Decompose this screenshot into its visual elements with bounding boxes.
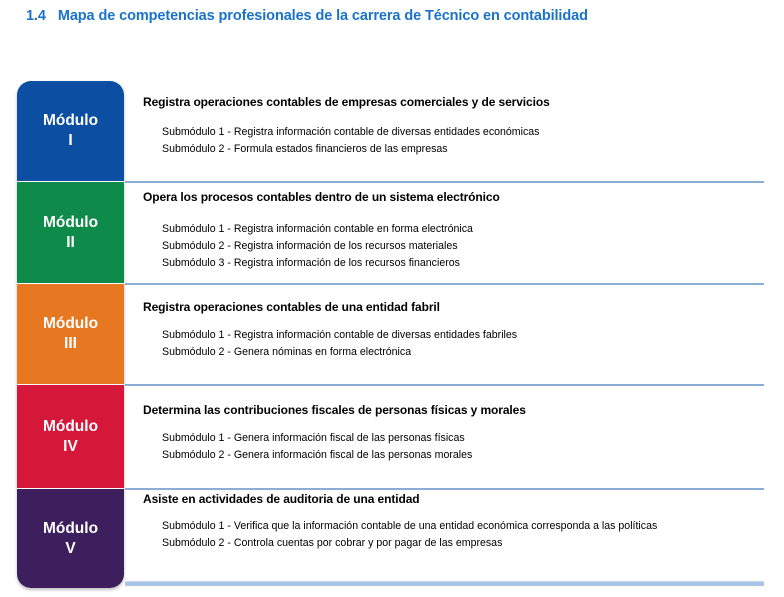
section-divider <box>125 488 764 490</box>
submodule-item: Submódulo 2 - Controla cuentas por cobrar y por pagar de las empresas <box>162 537 503 549</box>
page-heading <box>26 8 588 24</box>
module-badge-1 <box>17 81 124 181</box>
submodule-item: Submódulo 2 - Genera información fiscal de las personas morales <box>162 449 473 461</box>
module-section-1 <box>143 95 763 155</box>
module-section-5 <box>143 492 763 549</box>
module-label: Módulo <box>42 417 99 435</box>
module-section-3 <box>143 300 763 358</box>
module-label: Módulo <box>42 112 99 129</box>
module-numeral: V <box>65 539 76 557</box>
page-title: Mapa de competencias profesionales de la carrera de Técnico en contabilidad <box>57 8 588 24</box>
module-title: Registra operaciones contables de una entidad fabril <box>143 300 440 314</box>
module-title: Asiste en actividades de auditoria de una entidad <box>143 492 420 506</box>
bottom-divider <box>125 581 764 586</box>
module-column <box>17 81 124 588</box>
submodule-list <box>162 518 657 552</box>
module-badge-4 <box>17 385 124 488</box>
module-title: Registra operaciones contables de empresas comerciales y de servicios <box>143 95 550 109</box>
module-title: Determina las contribuciones fiscales de personas físicas y morales <box>143 403 526 417</box>
submodule-item: Submódulo 2 - Genera nóminas en forma electrónica <box>162 346 412 358</box>
module-section-4 <box>143 403 763 461</box>
submodule-list <box>162 124 539 158</box>
submodule-item: Submódulo 2 - Formula estados financieros de las empresas <box>162 143 448 155</box>
submodule-item: Submódulo 2 - Registra información de los recursos materiales <box>162 240 458 252</box>
module-numeral: I <box>68 132 73 149</box>
section-divider <box>125 384 764 386</box>
section-divider <box>125 181 764 183</box>
submodule-item: Submódulo 3 - Registra información de los recursos financieros <box>162 257 460 269</box>
submodule-item: Submódulo 1 - Registra información contable de diversas entidades económicas <box>162 126 540 138</box>
module-label: Módulo <box>42 213 99 231</box>
module-label: Módulo <box>42 315 99 332</box>
module-section-2 <box>143 190 763 269</box>
module-numeral: III <box>64 335 77 352</box>
section-number: 1.4 <box>26 8 46 24</box>
module-label: Módulo <box>42 519 99 537</box>
submodule-list <box>162 430 472 464</box>
module-badge-3 <box>17 284 124 384</box>
module-numeral: IV <box>63 437 78 455</box>
submodule-list <box>162 221 473 272</box>
submodule-item: Submódulo 1 - Registra información contable de diversas entidades fabriles <box>162 329 518 341</box>
submodule-item: Submódulo 1 - Genera información fiscal de las personas físicas <box>162 432 465 444</box>
section-divider <box>125 283 764 285</box>
module-badge-2 <box>17 182 124 283</box>
module-numeral: II <box>66 233 75 251</box>
module-title: Opera los procesos contables dentro de un sistema electrónico <box>143 190 500 204</box>
submodule-item: Submódulo 1 - Verifica que la información contable de una entidad económica corresponda a las políticas <box>162 520 658 532</box>
submodule-item: Submódulo 1 - Registra información contable en forma electrónica <box>162 223 473 235</box>
module-badge-5 <box>17 489 124 588</box>
submodule-list <box>162 327 517 361</box>
